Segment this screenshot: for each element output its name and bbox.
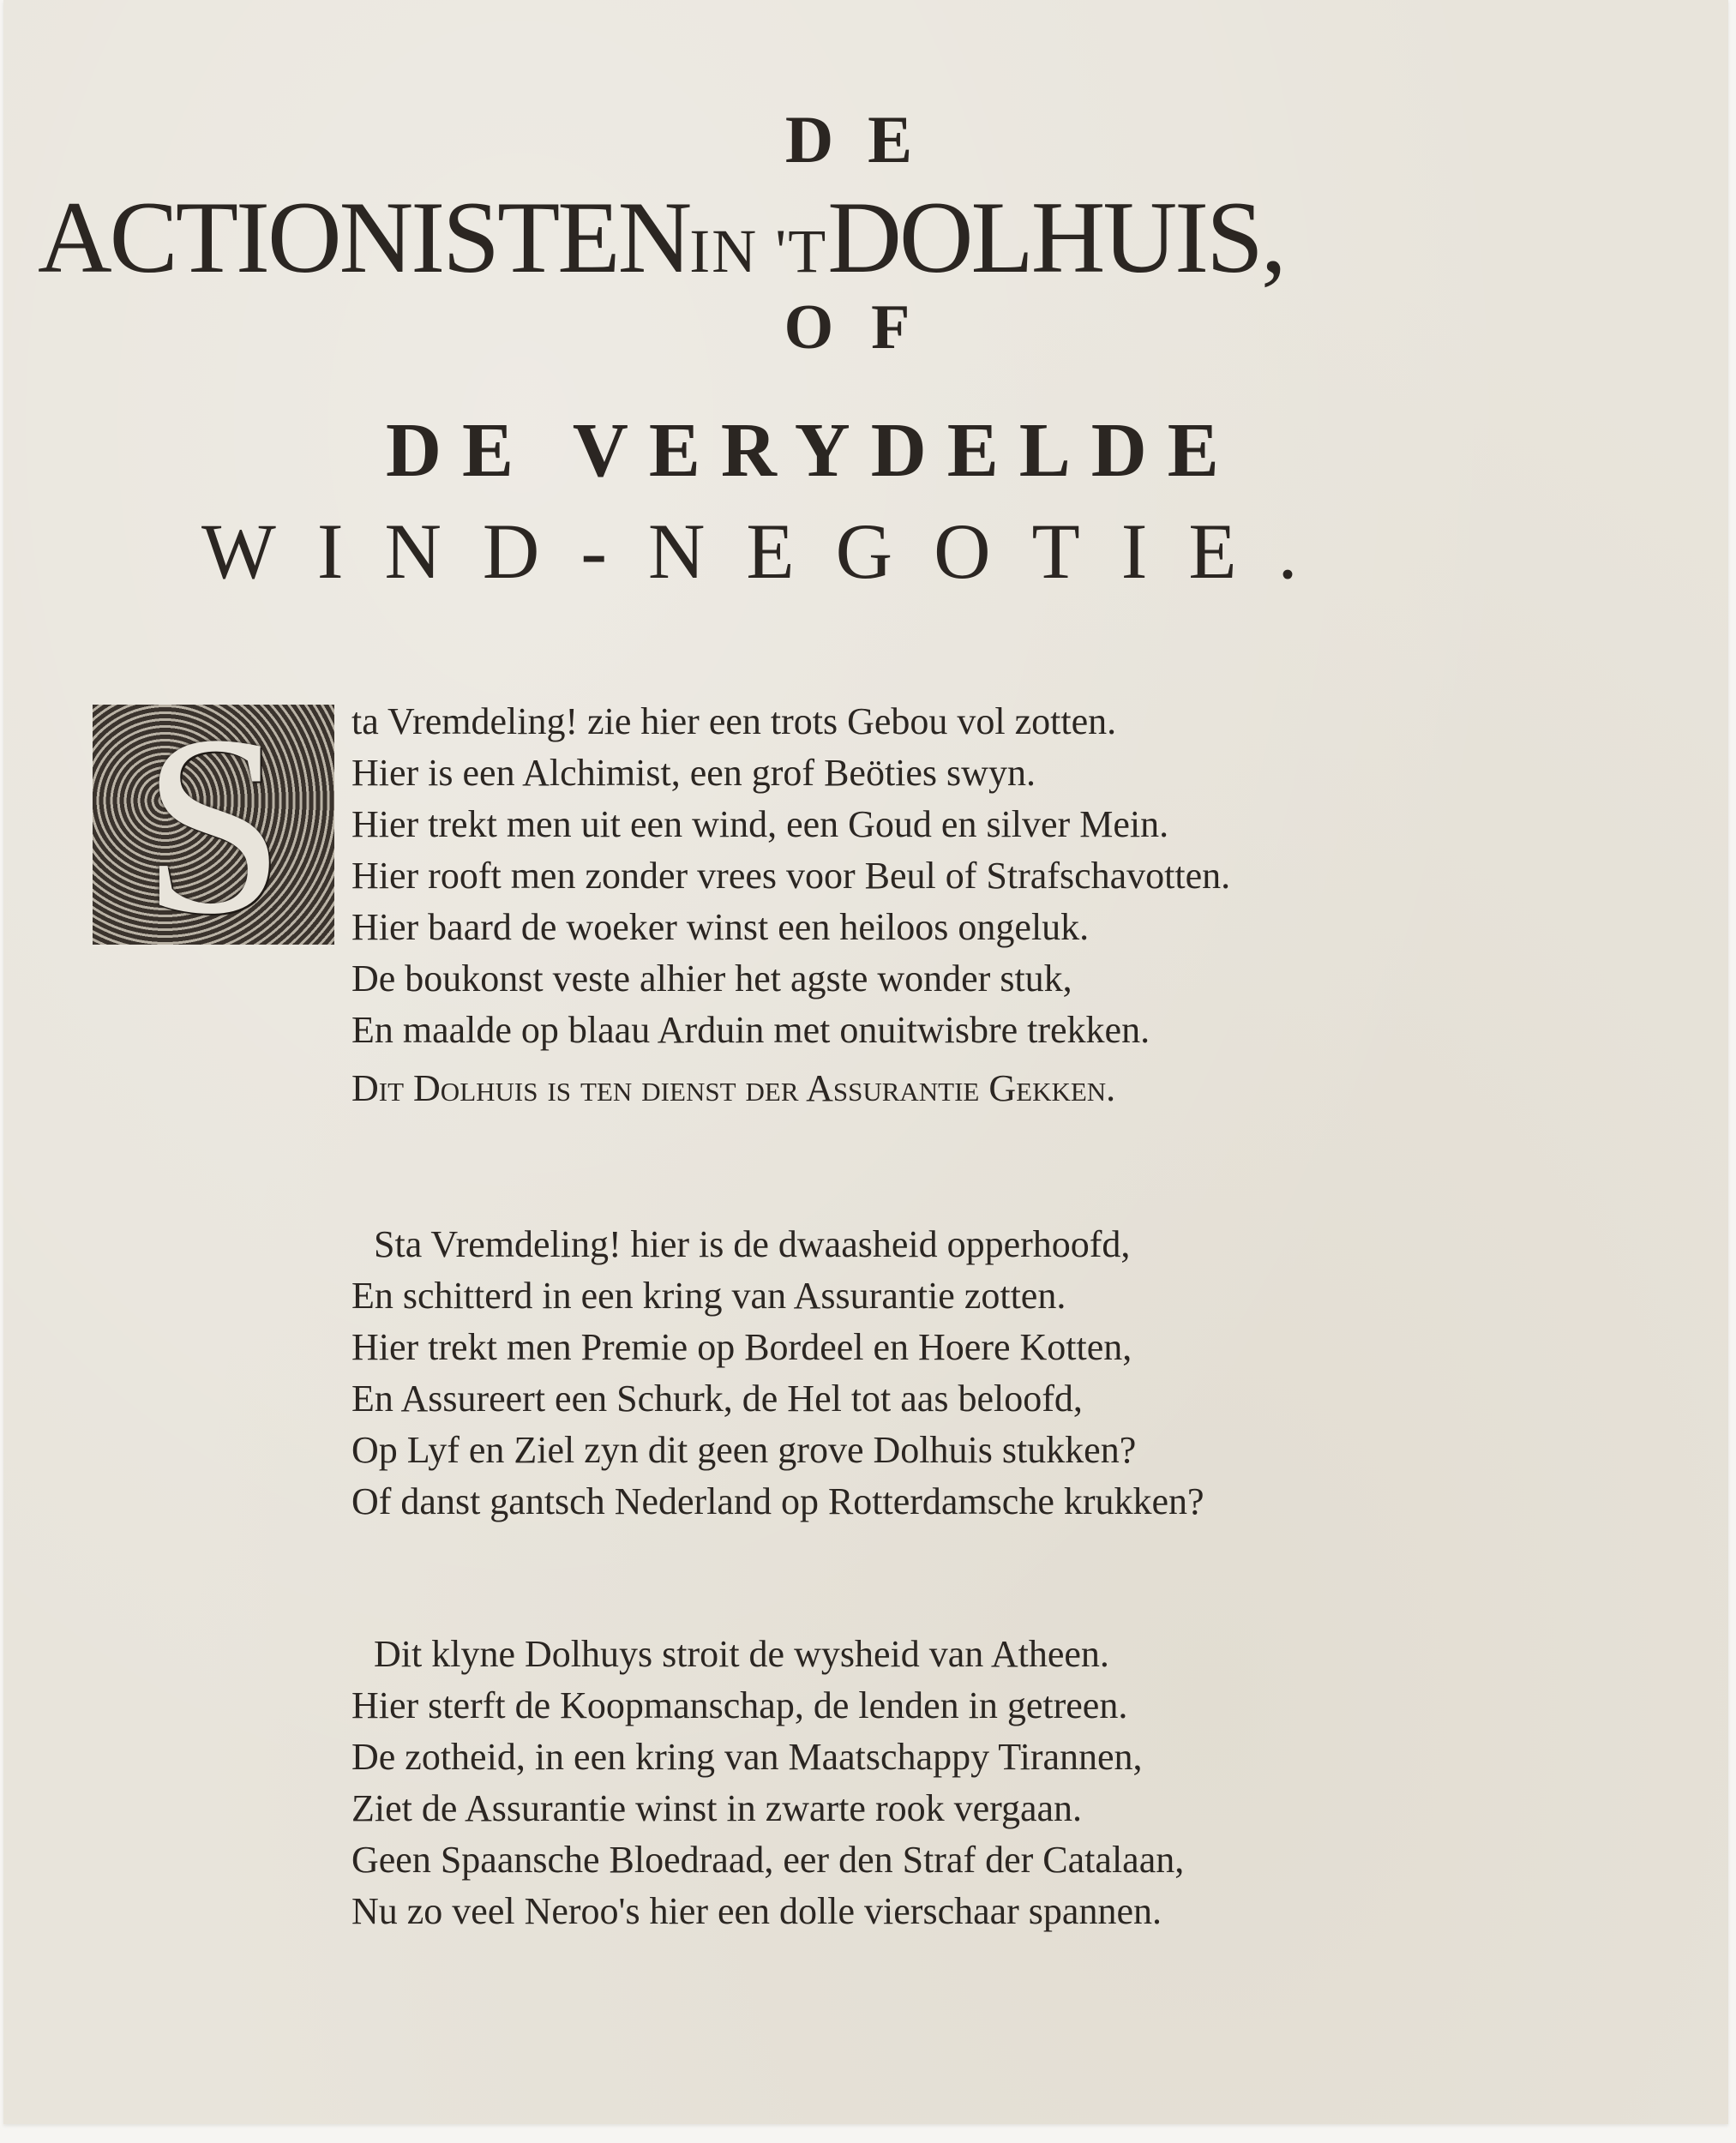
verse-line: Hier trekt men Premie op Bordeel en Hoere Kotten, (351, 1326, 1132, 1368)
verse-line: Hier rooft men zonder vrees voor Beul of Strafschavotten. (351, 855, 1231, 897)
verse-line: Op Lyf en Ziel zyn dit geen grove Dolhuis stukken? (351, 1429, 1137, 1471)
verse-line: ta Vremdeling! zie hier een trots Gebou vol zotten. (351, 700, 1117, 742)
verse-line: Hier trekt men uit een wind, een Goud en silver Mein. (351, 803, 1169, 845)
verse-line: Sta Vremdeling! hier is de dwaasheid opperhoofd, (374, 1223, 1131, 1265)
verse-line: Hier baard de woeker winst een heiloos ongeluk. (351, 906, 1090, 948)
subtitle-windnegotie: WIND-NEGOTIE. (201, 507, 1339, 595)
verse-line: De zotheid, in een kring van Maatschappy Tirannen, (351, 1736, 1143, 1778)
subtitle-verydelde: DE VERYDELDE (386, 408, 1240, 493)
decorated-initial-s (93, 682, 334, 967)
verse-line: Of danst gantsch Nederland op Rotterdamsche krukken? (351, 1480, 1204, 1522)
verse-line: De boukonst veste alhier het agste wonder stuk, (351, 957, 1072, 999)
verse-line-refrain: Dit Dolhuis is ten dienst der Assurantie Gekken. (351, 1067, 1116, 1109)
stanza-2 (351, 1219, 1204, 1528)
title-of: OF (784, 292, 948, 363)
verse-line: Dit klyne Dolhuys stroit de wysheid van Atheen. (374, 1633, 1109, 1675)
verse-line: Hier sterft de Koopmanschap, de lenden in getreen. (351, 1684, 1128, 1726)
stanza-1 (351, 696, 1230, 1114)
title-de: DE (784, 102, 947, 177)
verse-line: Ziet de Assurantie winst in zwarte rook vergaan. (351, 1787, 1083, 1829)
verse-line: Geen Spaansche Bloedraad, eer den Straf der Catalaan, (351, 1839, 1185, 1881)
title-dolhuis: DOLHUIS, (827, 180, 1284, 294)
verse-line: En schitterd in een kring van Assurantie zotten. (351, 1275, 1066, 1317)
verse-line: En maalde op blaau Arduin met onuitwisbre trekken. (351, 1009, 1150, 1051)
stanza-3 (351, 1629, 1184, 1937)
verse-line: Hier is een Alchimist, een grof Beöties swyn. (351, 752, 1036, 794)
title-actionisten: ACTIONISTEN (38, 180, 690, 294)
verse-line: Nu zo veel Neroo's hier een dolle vierschaar spannen. (351, 1890, 1162, 1932)
verse-line: En Assureert een Schurk, de Hel tot aas beloofd, (351, 1378, 1083, 1420)
title-main (38, 178, 1589, 297)
title-in-t: IN 'T (689, 217, 828, 285)
initial-letter: S (141, 682, 285, 967)
document-page (3, 0, 1728, 2124)
